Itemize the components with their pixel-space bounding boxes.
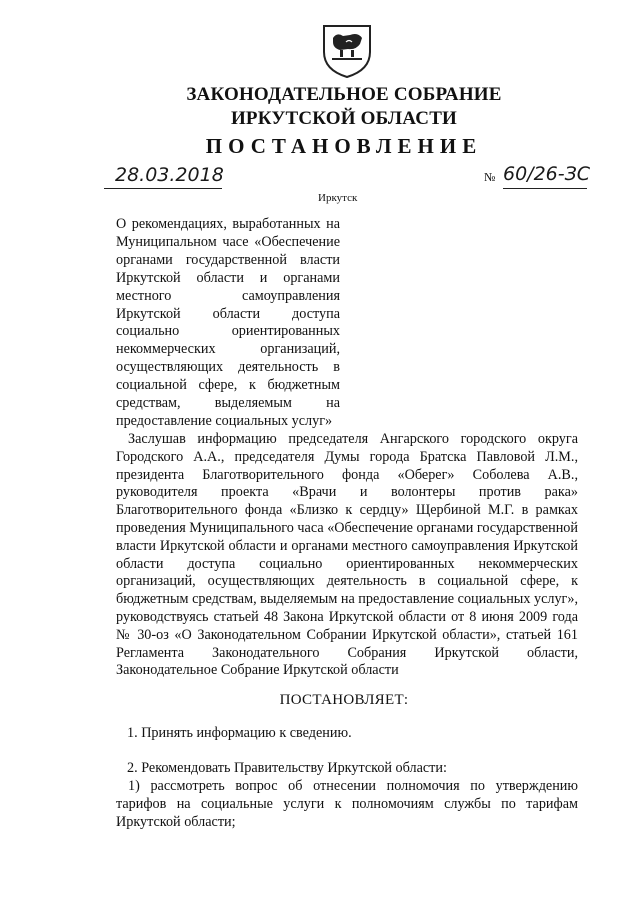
resolution-item-1: 1. Принять информацию к сведению. <box>127 725 352 741</box>
resolves-heading: ПОСТАНОВЛЯЕТ: <box>279 692 409 708</box>
number-sign: № <box>484 170 496 184</box>
document-city: Иркутск <box>318 192 358 204</box>
organization-region: ИРКУТСКОЙ ОБЛАСТИ <box>230 108 458 129</box>
document-number: 60/26-ЗС <box>503 163 591 185</box>
date-underline <box>104 188 222 189</box>
document-date: 28.03.2018 <box>115 164 224 186</box>
preamble-paragraph: Заслушав информацию председателя Ангарского городского округа Городского А.А., председателя Думы города Братска Павловой Л.М., президента Благотворительного фонда «Оберег» Соболева А.В., руководителя проекта «Врачи и волонтеры против рака» Благотворительного фонда «Близко к сердцу» Щербиной М.Г. в рамках проведения Муниципального часа «Обеспечение органами государственной власти Иркутской области и органами местного самоуправления Иркутской области доступа социально ориентированных некоммерческих организаций, осуществляющих деятельность в социальной сфере, к бюджетным средствам, выделяемым на предоставление социальных услуг», руководствуясь статьей 48 Закона Иркутской области от 8 июня 2009 года № 30-оз «О Законодательном Собрании Иркутской области», статьей 161 Регламента Законодательного Собрания Иркутской области, Законодательное Собрание Иркутской области <box>116 431 578 679</box>
organization-name: ЗАКОНОДАТЕЛЬНОЕ СОБРАНИЕ <box>186 84 502 105</box>
resolution-subitem-2-1: 1) рассмотреть вопрос об отнесении полномочия по утверждению тарифов на социальные услуги к полномочиям службы по тарифам Иркутской области; <box>116 778 578 830</box>
number-underline <box>503 188 587 189</box>
document-subject: О рекомендациях, выработанных на Муниципальном часе «Обеспечение органами государственной власти Иркутской области и органами местного самоуправления Иркутской области доступа социально ориентированных некоммерческих организаций, осуществляющих деятельность в социальной сфере, к бюджетным средствам, выделяемым на предоставление социальных услуг» <box>116 216 340 429</box>
coat-of-arms-emblem <box>318 22 376 80</box>
document-type: ПОСТАНОВЛЕНИЕ <box>205 134 483 158</box>
resolution-item-2: 2. Рекомендовать Правительству Иркутской области: <box>127 760 447 776</box>
